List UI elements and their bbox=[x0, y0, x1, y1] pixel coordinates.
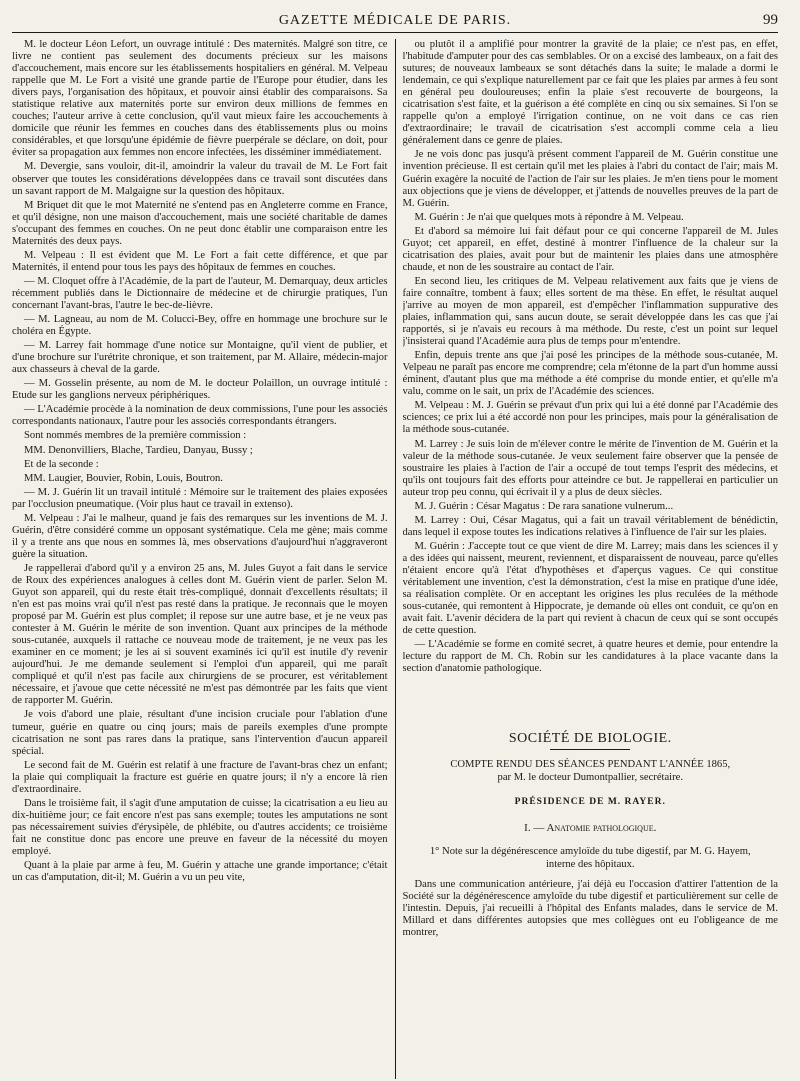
paragraph: M. Velpeau : M. J. Guérin se prévaut d'un prix qui lui a été donné par l'Académie des sciences; ce prix lui a été accordé non pour les principes, mais pour la généralisation de la méthode sous-cutanée. bbox=[402, 400, 779, 436]
paragraph: — M. J. Guérin lit un travail intitulé : Mémoire sur le traitement des plaies exposées par l'occlusion pneumatique. (Voir plus haut ce travail in extenso). bbox=[12, 486, 388, 510]
paragraph: M. le docteur Léon Lefort, un ouvrage intitulé : Des maternités. Malgré son titre, ce livre ne contient pas seulement des documents précieux sur les maisons d'accouchement, mais encore sur les établissements hospitaliers en général. M. Velpeau rappelle que M. Le Fort a visité une grande partie de l'Europe pour étudier, dans les divers pays, l'organisation des hôpitaux, et pouvoir ainsi établir des comparaisons. Sa statistique relative aux maternités porte sur environ deux millions de femmes en couches; l'auteur arrive à cette conclusion, qu'il vaut mieux faire les accouchements à domicile que réunir les femmes en couches dans des établissements plus ou moins considérables, et que lorsqu'une épidémie de fièvre puerpérale se déclare, on doit, pour éviter sa propagation aux femmes non encore infectées, les disséminer immédiatement. bbox=[12, 39, 388, 159]
right-column-text bbox=[403, 39, 779, 675]
paragraph: Le second fait de M. Guérin est relatif à une fracture de l'avant-bras chez un enfant; la plaie qui compliquait la fracture est guérie en quatre jours; il n'y a encore là rien d'extraordinaire. bbox=[12, 759, 388, 795]
columns bbox=[12, 39, 778, 1079]
paragraph: Dans le troisième fait, il s'agit d'une amputation de cuisse; la cicatrisation a eu lieu au dix-huitième jour; ce fait encore n'est pas sans exemple; toutes les amputations ne sont pas nécessairement suivies d'érysipèle, de phlébite, ou d'autres accidents; ce troisième fait ne constitue donc pas encore une preuve en faveur de la nécessité du moyen employé. bbox=[12, 797, 388, 857]
paragraph: Et d'abord sa mémoire lui fait défaut pour ce qui concerne l'appareil de M. Jules Guyot; cet appareil, en effet, destiné à montrer l'influence de la chaleur sur la cicatrisation des plaies, avait pour but de maintenir les plaies dans une atmosphère chaude, et non de les soustraire au contact de l'air. bbox=[402, 225, 779, 273]
column-divider bbox=[395, 39, 396, 1079]
section-rule bbox=[550, 749, 630, 750]
note-title: 1° Note sur la dégénérescence amyloïde du tube digestif, par M. G. Hayem, bbox=[429, 845, 751, 857]
paragraph: M Briquet dit que le mot Maternité ne s'entend pas en Angleterre comme en France, et qu'il désigne, non une maison d'accouchement, mais une société charitable de dames s'occupant des femmes en couches. On ne peut donc établir une comparaison entre les Maternités des deux pays. bbox=[12, 199, 388, 247]
paragraph: — M. Larrey fait hommage d'une notice sur Montaigne, qu'il vient de publier, et d'une brochure sur l'urétrite chronique, et son traitement, par M. Allaire, médecin-major aux chasseurs à cheval de la garde. bbox=[12, 340, 388, 376]
paragraph: MM. Laugier, Bouvier, Robin, Louis, Boutron. bbox=[24, 472, 223, 484]
presidence-heading: PRÉSIDENCE DE M. RAYER. bbox=[514, 797, 666, 808]
paragraph: — M. Gosselin présente, au nom de M. le docteur Polaillon, un ouvrage intitulé : Etude sur les ganglions nerveux périphériques. bbox=[12, 378, 388, 402]
paragraph: Je ne vois donc pas jusqu'à présent comment l'appareil de M. Guérin constitue une invention précieuse. Il est certain qu'il met les plaies à l'abri du contact de l'air; mais M. Guérin exagère la nocuité de l'action de l'air sur les plaies. Je m'en tiens pour le moment aux objections que je viens de développer, et j'attends de nouvelles preuves de la part de M. Guérin. bbox=[402, 149, 779, 209]
paragraph: — M. Lagneau, au nom de M. Colucci-Bey, offre en hommage une brochure sur le choléra en Égypte. bbox=[12, 314, 388, 338]
page-number: 99 bbox=[763, 12, 778, 28]
right-column bbox=[403, 39, 779, 1079]
paragraph: MM. Denonvilliers, Blache, Tardieu, Danyau, Bussy ; bbox=[24, 444, 253, 456]
paragraph: M. J. Guérin : César Magatus : De rara sanatione vulnerum... bbox=[414, 500, 674, 512]
paragraph: M. Guérin : J'accepte tout ce que vient de dire M. Larrey; mais dans les sciences il y a des idées qui naissent, meurent, reviennent, et disparaissent de nouveau, parce qu'elles n'étaient encore qu'à l'état d'hypothèses et d'aperçus vagues. Ce qui constitue véritablement une invention, c'est la démonstration, c'est la mise en pratique d'une idée, sa réalisation complète. Or en acceptant les origines les plus reculées de la méthode sous-cutanée, qui remontent à Hippocrate, je demande où elles ont conduit, ce qu'on en avait fait. L'avenir décidera de la part qui revient à chacun de ceux qui se sont occupés de cette question. bbox=[402, 540, 779, 637]
paragraph: — M. Cloquet offre à l'Académie, de la part de l'auteur, M. Demarquay, deux articles récemment publiés dans le Dictionnaire de médecine et de chirurgie pratiques, l'un concernant l'avant-bras, l'autre le bec-de-lièvre. bbox=[12, 275, 388, 311]
paragraph: M. Velpeau : Il est évident que M. Le Fort a fait cette différence, et que par Maternités, il entend pour tous les pays des hôpitaux de femmes en couches. bbox=[12, 249, 388, 273]
paragraph: Sont nommés membres de la première commission : bbox=[24, 430, 247, 442]
paragraph: M. Larrey : Oui, César Magatus, qui a fait un travail véritablement de bénédictin, dans lequel il expose toutes les indications relatives à l'influence de l'air sur les plaies. bbox=[402, 514, 779, 538]
page-header bbox=[12, 10, 778, 33]
society-title: SOCIÉTÉ DE BIOLOGIE. bbox=[508, 731, 672, 747]
paragraph: Je rappellerai d'abord qu'il y a environ 25 ans, M. Jules Guyot a fait dans le service de Roux des expériences analogues à celles dont M. Guérin vient de parler. Selon M. Guyot son appareil, qui du reste était très-compliqué, donnait d'excellents résultats; il n'en est pas moins vrai qu'il n'est pas resté dans la pratique. Je reconnais que le moyen proposé par M. Guérin est plus complet; il repose sur une autre base, et je ne veux pas contester à M. Guérin le mérite de son invention. Quant aux principes de la méthode sous-cutanée, auxquels il rattache ce nouveau mode de traitement, je ne veux pas les examiner en ce moment; je les ai si souvent examinés ici qu'il est inutile d'y revenir aujourd'hui. Je me demande seulement si l'emploi d'un appareil, qui me paraît compliqué et qu'il n'est pas facile aux chirurgiens de se procurer, est véritablement nécessaire, et j'avoue que cette nécessité ne m'est pas démontrée par les faits que vient de rapporter M. Guérin. bbox=[12, 562, 388, 707]
paragraph: M. Velpeau : J'ai le malheur, quand je fais des remarques sur les inventions de M. J. Guérin, d'être considéré comme un opposant systématique. Cela me gène; mais comme il y a trente ans que nous en sommes là, mes observations d'aujourd'hui n'aggraveront guère la situation. bbox=[12, 512, 388, 560]
section-heading: I. — Anatomie pathologique. bbox=[524, 822, 657, 835]
journal-title: GAZETTE MÉDICALE DE PARIS. bbox=[278, 13, 512, 28]
paragraph: Quant à la plaie par arme à feu, M. Guérin y attache une grande importance; c'était un cas d'amputation, dit-il; M. Guérin a vu un peu vite, bbox=[12, 860, 388, 884]
note-subtitle: interne des hôpitaux. bbox=[545, 858, 635, 870]
society-section bbox=[403, 733, 779, 938]
paragraph: En second lieu, les critiques de M. Velpeau relativement aux faits que je viens de faire connaître, tombent à faux; elles sortent de ma thèse. En effet, le résultat auquel j'arrive au moyen de mon appareil, est d'empêcher l'inflammation suppurative des plaies, inflammation qui, sans aucun doute, se serait développée dans les cas que j'ai rapportés, si je n'avais eu recours à ma méthode. Du reste, c'est un point sur lequel j'insisterai quand l'Académie aura plus de temps pour m'entendre. bbox=[402, 275, 779, 348]
paragraph: ou plutôt il a amplifié pour montrer la gravité de la plaie; ce n'est pas, en effet, l'habitude d'amputer pour des cas semblables. Or on a excisé des lambeaux, on a fait des sutures; de nouveaux lambeaux se sont détachés dans la suite; le malade a dormi le lendemain, ce qui s'explique naturellement par ce fait que les plaies par armes à feu sont en général peu douloureuses; enfin la plaie s'est recouverte de bourgeons, la cicatrisation s'est faite, et la guérison a été complète en cinq ou six semaines. Si l'on se rappelle qu'on a employé l'irrigation continue, on ne voit dans ce cas rien d'extraordinaire; le travail de cicatrisation s'est accompli comme cela a lieu généralement dans ce genre de plaies. bbox=[402, 39, 779, 147]
left-column bbox=[12, 39, 388, 1079]
report-heading: COMPTE RENDU DES SÉANCES PENDANT L'ANNÉE 1865, bbox=[450, 759, 731, 771]
paragraph: Enfin, depuis trente ans que j'ai posé les principes de la méthode sous-cutanée, M. Velpeau ne paraît pas encore me comprendre; cela m'étonne de la part d'un homme aussi éminent, d'autant plus que ma méthode a été comprise du monde entier, et qu'elle m'a valu, comme on le sait, un prix de l'Académie des sciences. bbox=[402, 350, 779, 398]
paragraph: M. Guérin : Je n'ai que quelques mots à répondre à M. Velpeau. bbox=[414, 211, 684, 223]
note-paragraph: Dans une communication antérieure, j'ai déjà eu l'occasion d'attirer l'attention de la Société sur la dégénérescence amyloïde du tube digestif et particulièrement sur celle de l'intestin. Depuis, j'ai recueilli à l'hôpital des Enfants malades, dans le service de M. Millard et dans différentes autopsies que mes collègues ont eu l'obligeance de me montrer, bbox=[402, 878, 779, 938]
paragraph: — L'Académie se forme en comité secret, à quatre heures et demie, pour entendre la lecture du rapport de M. Ch. Robin sur les candidatures à la place vacante dans la section d'anatomie pathologique. bbox=[402, 639, 779, 675]
paragraph: — L'Académie procède à la nomination de deux commissions, l'une pour les associés correspondants nationaux, l'autre pour les associés correspondants étrangers. bbox=[12, 404, 388, 428]
paragraph: Et de la seconde : bbox=[24, 458, 99, 470]
paragraph: Je vois d'abord une plaie, résultant d'une incision cruciale pour l'ablation d'une tumeur, guérie en quatre ou cinq jours; mais de pareils exemples d'une prompte cicatrisation ne sont pas rares dans la pratique, sans l'intervention d'aucun appareil spécial. bbox=[12, 709, 388, 757]
paragraph: M. Larrey : Je suis loin de m'élever contre le mérite de l'invention de M. Guérin et la valeur de la méthode sous-cutanée. Je veux seulement faire observer que la pensée de soustraire les plaies à l'action de l'air a occupé de tout temps l'esprit des médecins, et qu'ils ont toujours fait des efforts pour atteindre ce but. Je rappellerai en particulier un auteur trop peu connu, qui écrivait il y a plus de deux siècles. bbox=[402, 438, 779, 498]
report-author: par M. le docteur Dumontpallier, secrétaire. bbox=[497, 772, 683, 784]
paragraph: M. Devergie, sans vouloir, dit-il, amoindrir la valeur du travail de M. Le Fort fait observer que toutes les considérations développées dans ce travail sont discutées dans un savant rapport de M. Malgaigne sur la question des hôpitaux. bbox=[12, 161, 388, 197]
